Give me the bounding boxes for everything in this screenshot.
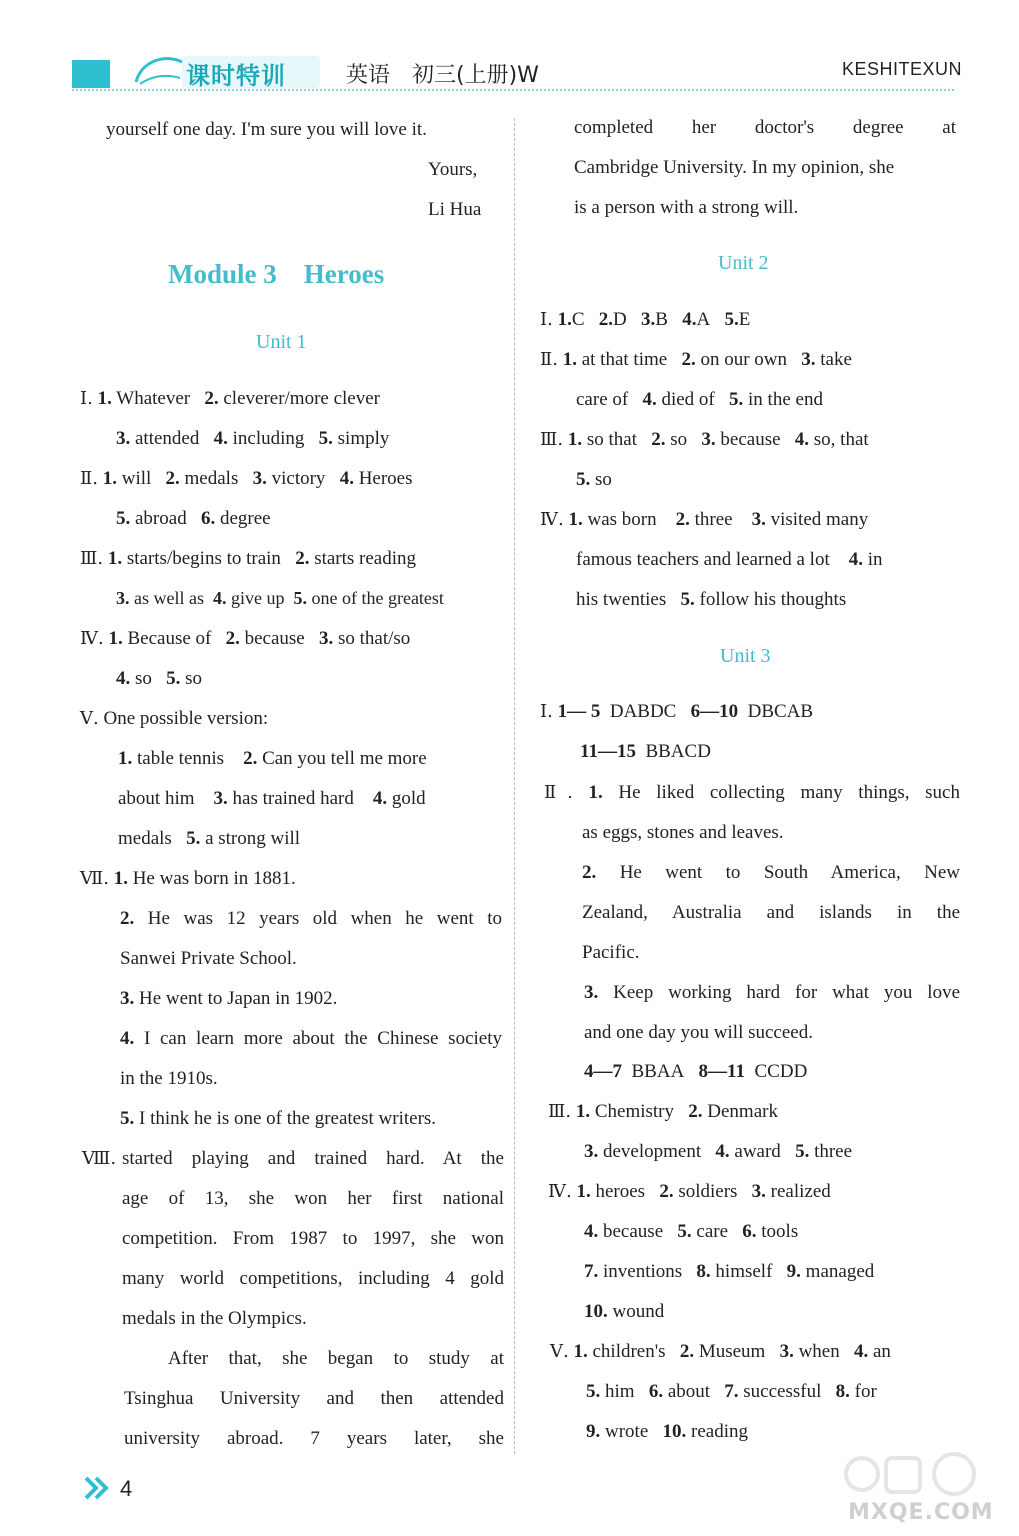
answer: children's (592, 1341, 666, 1362)
section-number: Ⅷ. (82, 1148, 117, 1169)
section-number: Ⅲ. (540, 429, 564, 450)
answer-line: Ⅱ. 1. He liked collecting many things, such (544, 782, 960, 803)
answer: soldiers (678, 1181, 738, 1202)
answer-line: Ⅳ. 1. was born 2. three 3. visited many (540, 509, 869, 530)
answer: take (820, 349, 852, 370)
answer: was born (587, 509, 657, 530)
answer-line: care of 4. died of 5. in the end (576, 389, 823, 410)
answer-line (580, 742, 711, 761)
answer: including (232, 428, 305, 449)
answer-line (584, 1062, 807, 1081)
header-brand: KESHITEXUN (842, 59, 963, 79)
answer: for (854, 1381, 877, 1402)
answer: BBACD (645, 741, 711, 762)
answer: award (734, 1141, 781, 1162)
answer: in (867, 549, 883, 570)
section-number: Ⅳ. (540, 509, 564, 530)
answer: him (605, 1381, 635, 1402)
answer-line: Ⅰ. 1.C 2.D 3.B 4.A 5.E (540, 309, 751, 330)
answer-line: 5. him 6. about 7. successful 8. for (586, 1381, 877, 1402)
answer: abroad (135, 508, 187, 529)
answer: tools (761, 1221, 799, 1242)
answer: starts/begins to train (126, 548, 281, 569)
section-number: Ⅶ. (80, 868, 109, 889)
answer: inventions (603, 1261, 683, 1282)
answer: give up (230, 588, 285, 608)
answer-line: Ⅴ. 1. children's 2. Museum 3. when 4. an (550, 1341, 891, 1362)
answer: D (613, 309, 627, 330)
answer: I can learn more about the Chinese society (143, 1028, 502, 1049)
answer: C (571, 309, 585, 330)
answer-line: 3. development 4. award 5. three (584, 1141, 853, 1162)
module-title: Module 3 Heroes (168, 259, 385, 289)
answer: He liked collecting many things, such (618, 782, 960, 803)
answer: Keep working hard for what you love (613, 982, 961, 1003)
answer: DBCAB (747, 701, 814, 722)
answer: Because of (127, 628, 212, 649)
answer: He was born in 1881. (132, 868, 296, 889)
answer: medals (118, 828, 172, 849)
unit-title: Unit 1 (256, 331, 307, 353)
section-number: Ⅲ. (80, 548, 104, 569)
answer: DABDC (609, 701, 677, 722)
answer: CCDD (754, 1061, 808, 1082)
answer-line: Zealand, Australia and islands in the (582, 902, 960, 923)
answer-line: Ⅲ. 1. starts/begins to train 2. starts reading (80, 548, 417, 569)
answer: heroes (595, 1181, 646, 1202)
answer: Heroes (358, 468, 413, 489)
section-number: Ⅴ. (80, 708, 99, 729)
paragraph-line: started playing and trained hard. At the (122, 1148, 504, 1169)
paragraph-line: competition. From 1987 to 1997, she won (122, 1228, 504, 1249)
answer: about (667, 1381, 711, 1402)
answer-range: 8—11 (698, 1061, 745, 1082)
answer: on our own (700, 349, 788, 370)
answer-line: Ⅰ. 1. Whatever 2. cleverer/more clever (80, 388, 380, 409)
header-color-block (72, 60, 110, 88)
answer-line: 5. abroad 6. degree (116, 508, 271, 529)
answer: He went to South America, New (619, 862, 961, 883)
answer: as well as (134, 588, 204, 608)
answer-range: 6—10 (690, 701, 739, 722)
paragraph-line: After that, she began to study at (168, 1348, 504, 1369)
answer: E (738, 309, 751, 330)
answer: care (696, 1221, 729, 1242)
answer: BBAA (631, 1061, 685, 1082)
answer: so that (586, 429, 637, 450)
answer: managed (805, 1261, 875, 1282)
answer: cleverer/more clever (223, 388, 380, 409)
answer: a strong will (205, 828, 301, 849)
answer: so, that (813, 429, 869, 450)
answer: when (798, 1341, 840, 1362)
paragraph-line: Cambridge University. In my opinion, she (574, 157, 895, 178)
section-number: Ⅰ. (540, 701, 553, 722)
answer: gold (391, 788, 426, 809)
paragraph-line: age of 13, she won her first national (122, 1188, 504, 1209)
answer: three (814, 1141, 853, 1162)
unit-title: Unit 2 (718, 252, 769, 274)
intro-signature: Li Hua (428, 199, 482, 220)
answer: He went to Japan in 1902. (139, 988, 338, 1009)
intro-line: yourself one day. I'm sure you will love it. (106, 119, 427, 140)
answer: reading (691, 1421, 748, 1442)
answer-line: famous teachers and learned a lot 4. in (576, 549, 883, 570)
answer: famous teachers and learned a lot (576, 549, 830, 570)
answer-line: as eggs, stones and leaves. (582, 822, 784, 843)
answer: Museum (698, 1341, 766, 1362)
answer-line: medals 5. a strong will (118, 828, 301, 849)
answer-line: Ⅲ. 1. so that 2. so 3. because 4. so, that (540, 429, 869, 450)
answer: Whatever (116, 388, 191, 409)
answer-range: 1— 5 (557, 701, 601, 722)
answer: so (185, 668, 203, 689)
answer: development (603, 1141, 702, 1162)
answer: Chemistry (594, 1101, 675, 1122)
answer-line: 9. wrote 10. reading (586, 1421, 748, 1442)
paragraph-line: Tsinghua University and then attended (124, 1388, 504, 1409)
answer: starts reading (314, 548, 417, 569)
answer: A (696, 309, 711, 330)
answer: wound (612, 1301, 665, 1322)
answer: wrote (605, 1421, 649, 1442)
answer-line: 2. He was 12 years old when he went to (120, 908, 502, 929)
section-number: Ⅱ. (80, 468, 98, 489)
section-number: Ⅱ. (544, 782, 573, 803)
answer: simply (337, 428, 390, 449)
answer-line: Ⅱ. 1. at that time 2. on our own 3. take (540, 349, 852, 370)
answer-line: 7. inventions 8. himself 9. managed (584, 1261, 875, 1282)
paragraph-line: university abroad. 7 years later, she (124, 1428, 504, 1449)
answer-line: Ⅱ. 1. will 2. medals 3. victory 4. Heroes (80, 468, 413, 489)
paragraph-line: completed her doctor's degree at (574, 117, 956, 138)
answer: degree (219, 508, 271, 529)
answer: about him (118, 788, 195, 809)
answer: Denmark (707, 1101, 778, 1122)
unit-title: Unit 3 (720, 645, 771, 667)
answer: visited many (770, 509, 869, 530)
answer: an (872, 1341, 891, 1362)
answer: one of the greatest (311, 588, 444, 608)
answer: B (655, 309, 668, 330)
answer: successful (743, 1381, 822, 1402)
answer-line: Ⅶ. 1. He was born in 1881. (80, 868, 296, 889)
section-number: Ⅱ. (540, 349, 558, 370)
paragraph-line: is a person with a strong will. (574, 197, 799, 218)
paragraph-line: many world competitions, including 4 gold (122, 1268, 504, 1289)
answer: so (670, 429, 688, 450)
answer-line: 3. Keep working hard for what you love (584, 982, 961, 1003)
answer-line: Ⅲ. 1. Chemistry 2. Denmark (548, 1101, 778, 1122)
section-intro: One possible version: (103, 708, 269, 729)
answer-line: 2. He went to South America, New (582, 862, 961, 883)
answer: table tennis (137, 748, 225, 769)
section-number: Ⅳ. (548, 1181, 572, 1202)
paragraph-line: medals in the Olympics. (122, 1308, 307, 1329)
answer: in the end (748, 389, 823, 410)
answer: his twenties (576, 589, 667, 610)
section-number: Ⅳ. (80, 628, 104, 649)
answer: himself (715, 1261, 773, 1282)
answer: so that/so (338, 628, 411, 649)
answer-line: 3. He went to Japan in 1902. (120, 988, 338, 1009)
answer-line: about him 3. has trained hard 4. gold (118, 788, 426, 809)
answer-range: 11—15 (580, 741, 636, 762)
answer: three (694, 509, 733, 530)
answer-line: 3. attended 4. including 5. simply (116, 428, 390, 449)
answer: Can you tell me more (262, 748, 427, 769)
answer: so (595, 469, 612, 490)
answer-line: and one day you will succeed. (584, 1022, 813, 1043)
answer-line: 3. as well as 4. give up 5. one of the greatest (116, 588, 444, 608)
answer-line: his twenties 5. follow his thoughts (576, 589, 847, 610)
answer: He was 12 years old when he went to (147, 908, 502, 929)
column-divider (514, 118, 515, 1454)
section-number: Ⅰ. (80, 388, 93, 409)
answer-line: Ⅳ. 1. Because of 2. because 3. so that/so (80, 628, 411, 649)
answer-line: 5. so (576, 469, 612, 490)
answer-line: in the 1910s. (120, 1068, 218, 1089)
intro-closing: Yours, (428, 159, 478, 180)
answer: so (135, 668, 152, 689)
watermark-url: MXQE.COM (848, 1500, 994, 1525)
answer-line: 1. table tennis 2. Can you tell me more (118, 748, 427, 769)
header-divider (72, 89, 954, 91)
answer: has trained hard (232, 788, 354, 809)
answer: I think he is one of the greatest writers. (139, 1108, 437, 1129)
answer-line: Sanwei Private School. (120, 948, 297, 969)
answer: medals (184, 468, 239, 489)
answer-line: 4. I can learn more about the Chinese society (120, 1028, 502, 1049)
answer-line (540, 702, 813, 721)
answer: attended (135, 428, 200, 449)
answer: care of (576, 389, 629, 410)
answer: at that time (581, 349, 668, 370)
section-number: Ⅲ. (548, 1101, 572, 1122)
answer: will (121, 468, 152, 489)
answer: because (244, 628, 305, 649)
logo-text: 课时特训 (186, 62, 286, 90)
page-number: 4 (120, 1476, 133, 1501)
answer-line: Ⅳ. 1. heroes 2. soldiers 3. realized (548, 1181, 831, 1202)
answer: died of (661, 389, 715, 410)
answer-range: 4—7 (584, 1061, 622, 1082)
answer: follow his thoughts (699, 589, 847, 610)
answer-line: 4. so 5. so (116, 668, 203, 689)
section-number: Ⅴ. (550, 1341, 569, 1362)
answer: victory (271, 468, 326, 489)
double-chevron-icon (84, 1476, 112, 1500)
answer-line: 10. wound (584, 1301, 665, 1322)
answer-line (80, 709, 268, 728)
answer-line: 5. I think he is one of the greatest writers. (120, 1108, 437, 1129)
answer-line: Pacific. (582, 942, 640, 963)
answer: because (603, 1221, 664, 1242)
answer-line: 4. because 5. care 6. tools (584, 1221, 799, 1242)
section-number: Ⅰ. (540, 309, 553, 330)
answer: realized (770, 1181, 831, 1202)
header-subject: 英语 初三(上册)W (346, 63, 539, 88)
answer: because (720, 429, 781, 450)
